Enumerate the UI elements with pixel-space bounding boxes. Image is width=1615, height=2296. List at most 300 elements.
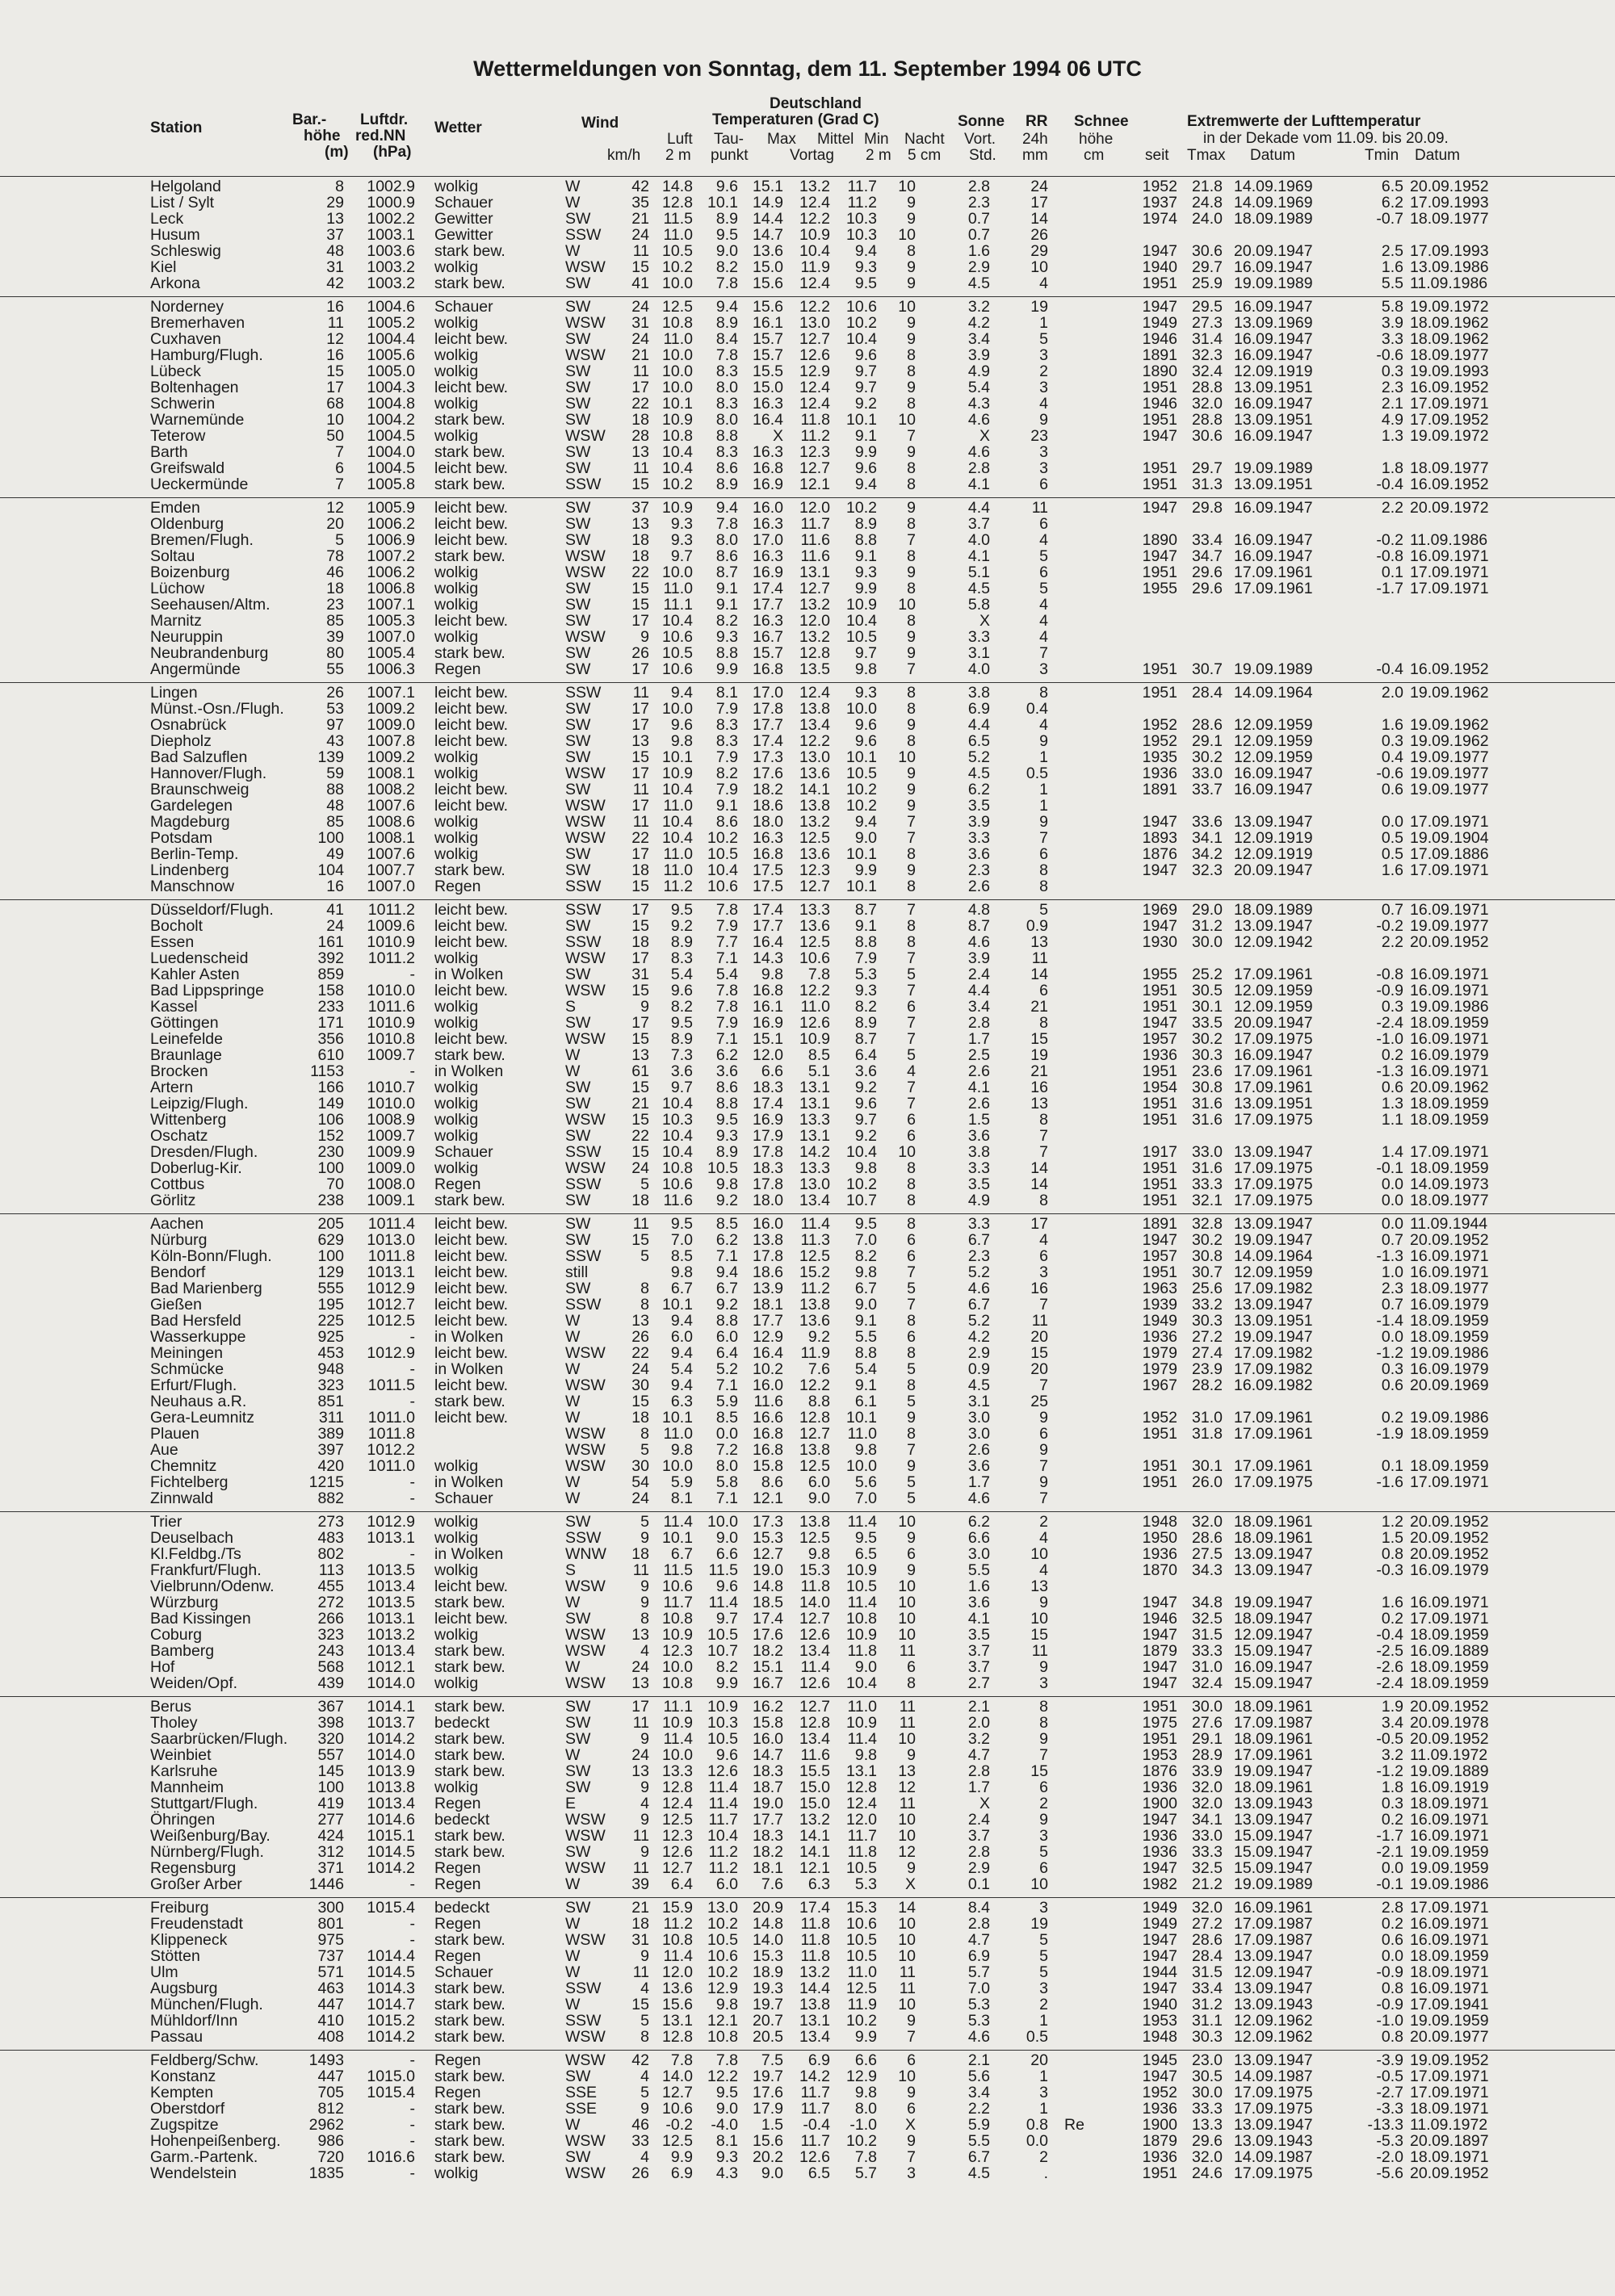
air-temp: 10.2 xyxy=(662,476,693,493)
station-name: Lindenberg xyxy=(150,861,229,879)
wind-speed: 18 xyxy=(631,547,649,565)
wind-direction: W xyxy=(565,1409,581,1427)
record-tmin-date: 18.09.1959 xyxy=(1410,1674,1489,1692)
min-temp: 9.9 xyxy=(854,2028,877,2046)
record-tmax-date: 18.09.1961 xyxy=(1234,1513,1313,1531)
min-temp: 8.7 xyxy=(854,901,877,919)
air-temp: 11.4 xyxy=(663,1947,693,1965)
weather: wolkig xyxy=(434,1079,479,1096)
night-min: 11 xyxy=(899,1963,916,1981)
record-since: 1951 xyxy=(1142,660,1177,678)
precipitation: 4 xyxy=(1039,1231,1048,1249)
barometer-height: 16 xyxy=(326,298,344,316)
pressure: - xyxy=(409,2116,415,2134)
mean-temp: 12.6 xyxy=(799,1014,830,1032)
barometer-height: 7 xyxy=(335,443,344,461)
record-tmin: -2.4 xyxy=(1376,1014,1403,1032)
max-temp: 18.1 xyxy=(753,1296,783,1313)
barometer-height: 68 xyxy=(326,395,344,413)
table-row xyxy=(0,1779,1615,1795)
sunshine: 4.4 xyxy=(967,716,990,734)
sunshine: 0.1 xyxy=(967,1875,990,1893)
wind-speed: 11 xyxy=(632,1963,649,1981)
table-row xyxy=(0,701,1615,717)
night-min: 9 xyxy=(907,499,916,517)
pressure: 1013.8 xyxy=(367,1779,415,1796)
snow-depth: Re xyxy=(1064,2116,1084,2134)
record-since: 1946 xyxy=(1142,395,1177,413)
weather: wolkig xyxy=(434,395,479,413)
dew-point: 7.8 xyxy=(715,274,738,292)
pressure: 1008.1 xyxy=(367,829,415,847)
pressure: 1005.2 xyxy=(367,314,415,332)
pressure: 1005.4 xyxy=(367,644,415,662)
mean-temp: 11.9 xyxy=(800,258,830,276)
record-tmax-date: 19.09.1989 xyxy=(1234,274,1313,292)
record-tmin-date: 19.09.1962 xyxy=(1410,716,1489,734)
wind-direction: WSW xyxy=(565,1030,606,1048)
air-temp: 10.4 xyxy=(662,443,693,461)
pressure: 1009.7 xyxy=(367,1127,415,1145)
barometer-height: 152 xyxy=(317,1127,344,1145)
sunshine: 4.6 xyxy=(967,1489,990,1507)
record-tmax-date: 14.09.1964 xyxy=(1234,684,1313,702)
max-temp: 14.0 xyxy=(753,1931,783,1949)
sunshine: 6.7 xyxy=(967,2148,990,2166)
record-tmax: 25.6 xyxy=(1192,1280,1223,1297)
record-tmax: 31.5 xyxy=(1192,1626,1223,1644)
station-name: Diepholz xyxy=(150,732,212,750)
station-name: Freiburg xyxy=(150,1899,209,1917)
dew-point: 6.6 xyxy=(715,1545,738,1563)
mean-temp: 11.3 xyxy=(800,1231,830,1249)
record-since: 1979 xyxy=(1142,1344,1177,1362)
pressure: 1010.7 xyxy=(367,1079,415,1096)
wind-speed: 8 xyxy=(640,2028,649,2046)
air-temp: 10.6 xyxy=(662,628,693,646)
barometer-height: 53 xyxy=(326,700,344,718)
max-temp: 14.7 xyxy=(753,226,783,244)
record-tmin-date: 19.09.1993 xyxy=(1410,362,1489,380)
min-temp: 11.7 xyxy=(847,178,877,195)
mean-temp: 13.4 xyxy=(799,1730,830,1748)
min-temp: 9.7 xyxy=(854,362,877,380)
record-tmax: 27.4 xyxy=(1192,1344,1223,1362)
max-temp: 16.7 xyxy=(753,628,783,646)
precipitation: 14 xyxy=(1030,210,1048,228)
mean-temp: 13.1 xyxy=(799,1127,830,1145)
record-tmin-date: 19.09.1986 xyxy=(1410,1875,1489,1893)
air-temp: 10.4 xyxy=(662,1143,693,1161)
station-name: Manschnow xyxy=(150,878,235,895)
weather: leicht bew. xyxy=(434,1312,509,1330)
air-temp: 14.0 xyxy=(662,2068,693,2085)
header-tau-b: punkt xyxy=(711,147,749,164)
barometer-height: 85 xyxy=(326,813,344,831)
table-row xyxy=(0,902,1615,918)
night-min: 8 xyxy=(907,684,916,702)
record-since: 1963 xyxy=(1142,1280,1177,1297)
sunshine: 3.7 xyxy=(967,1827,990,1845)
air-temp: 12.8 xyxy=(662,2028,693,2046)
wind-speed: 9 xyxy=(640,1779,649,1796)
min-temp: 10.2 xyxy=(846,314,877,332)
weather: Regen xyxy=(434,2084,481,2101)
night-min: 8 xyxy=(907,362,916,380)
sunshine: 4.7 xyxy=(967,1931,990,1949)
max-temp: 18.0 xyxy=(753,813,783,831)
header-temps: Temperaturen (Grad C) xyxy=(712,111,879,128)
night-min: 9 xyxy=(907,716,916,734)
night-min: 10 xyxy=(898,2068,916,2085)
record-tmax: 27.5 xyxy=(1192,1545,1223,1563)
pressure: 1011.2 xyxy=(367,901,415,919)
dew-point: 8.0 xyxy=(715,379,738,396)
air-temp: 10.9 xyxy=(662,1626,693,1644)
max-temp: 17.8 xyxy=(753,1143,783,1161)
dew-point: 8.2 xyxy=(715,612,738,630)
station-name: Chemnitz xyxy=(150,1457,217,1475)
wind-direction: WSW xyxy=(565,628,606,646)
table-row xyxy=(0,1594,1615,1611)
air-temp: 9.8 xyxy=(670,1441,693,1459)
wind-direction: W xyxy=(565,2116,581,2134)
weather: leicht bew. xyxy=(434,1231,509,1249)
night-min: 7 xyxy=(907,813,916,831)
max-temp: 17.6 xyxy=(753,765,783,782)
station-name: Zugspitze xyxy=(150,2116,219,2134)
precipitation: 0.8 xyxy=(1026,2116,1048,2134)
pressure: 1014.2 xyxy=(367,2028,415,2046)
record-tmax-date: 14.09.1964 xyxy=(1234,1247,1313,1265)
air-temp: 10.0 xyxy=(662,1658,693,1676)
min-temp: 9.3 xyxy=(854,258,877,276)
pressure: 1010.0 xyxy=(367,1095,415,1112)
record-tmin-date: 18.09.1959 xyxy=(1410,1425,1489,1443)
record-tmax-date: 19.09.1989 xyxy=(1234,660,1313,678)
record-since: 1947 xyxy=(1142,861,1177,879)
station-name: Frankfurt/Flugh. xyxy=(150,1561,262,1579)
record-tmin-date: 18.09.1959 xyxy=(1410,1159,1489,1177)
precipitation: 4 xyxy=(1039,395,1048,413)
record-tmax-date: 16.09.1961 xyxy=(1234,1899,1313,1917)
precipitation: . xyxy=(1043,2164,1048,2182)
air-temp: 13.1 xyxy=(662,2012,693,2030)
table-row xyxy=(0,299,1615,315)
dew-point: 12.2 xyxy=(707,2068,738,2085)
sunshine: 2.4 xyxy=(967,966,990,983)
barometer-height: 139 xyxy=(317,748,344,766)
station-name: Bremerhaven xyxy=(150,314,245,332)
weather: Regen xyxy=(434,1795,481,1812)
record-tmax-date: 12.09.1959 xyxy=(1234,1263,1313,1281)
wind-direction: WSW xyxy=(565,2164,606,2182)
night-min: 5 xyxy=(907,966,916,983)
precipitation: 0.5 xyxy=(1026,2028,1048,2046)
weather: stark bew. xyxy=(434,1843,505,1861)
pressure: 1004.8 xyxy=(367,395,415,413)
record-tmin-date: 16.09.1971 xyxy=(1410,982,1489,999)
record-tmax-date: 17.09.1975 xyxy=(1234,1030,1313,1048)
barometer-height: 568 xyxy=(317,1658,344,1676)
record-tmin: -0.3 xyxy=(1376,1561,1403,1579)
precipitation: 10 xyxy=(1030,1610,1048,1628)
night-min: 6 xyxy=(907,1545,916,1563)
station-group xyxy=(0,899,1615,1209)
header-tmax: Tmax xyxy=(1187,147,1226,164)
record-tmin: -0.2 xyxy=(1376,531,1403,549)
precipitation: 20 xyxy=(1030,2051,1048,2069)
air-temp: 10.1 xyxy=(662,1296,693,1313)
dew-point: 9.0 xyxy=(715,1529,738,1547)
night-min: 7 xyxy=(907,1296,916,1313)
weather: Regen xyxy=(434,2051,481,2069)
air-temp: 11.2 xyxy=(663,1915,693,1933)
barometer-height: 55 xyxy=(326,660,344,678)
record-since: 1951 xyxy=(1142,411,1177,429)
header-luft-1: Luftdr. xyxy=(360,111,409,128)
record-tmin-date: 20.09.1962 xyxy=(1410,1079,1489,1096)
min-temp: 11.0 xyxy=(847,1425,877,1443)
min-temp: 10.4 xyxy=(846,612,877,630)
record-since: 1937 xyxy=(1142,194,1177,212)
record-since: 1951 xyxy=(1142,459,1177,477)
record-tmin-date: 17.09.1941 xyxy=(1410,1996,1489,2013)
station-name: Passau xyxy=(150,2028,203,2046)
record-tmax-date: 17.09.1975 xyxy=(1234,1159,1313,1177)
table-row xyxy=(0,1031,1615,1047)
dew-point: 7.1 xyxy=(715,1247,738,1265)
record-tmin-date: 16.09.1919 xyxy=(1410,1779,1489,1796)
header-sonne-3: Std. xyxy=(969,147,996,164)
mean-temp: 6.5 xyxy=(808,2164,830,2182)
record-tmin-date: 20.09.1952 xyxy=(1410,1231,1489,1249)
table-row xyxy=(0,1795,1615,1812)
pressure: 1012.9 xyxy=(367,1513,415,1531)
precipitation: 2 xyxy=(1039,2148,1048,2166)
record-tmin-date: 11.09.1944 xyxy=(1410,1215,1488,1233)
record-tmin-date: 16.09.1979 xyxy=(1410,1046,1489,1064)
barometer-height: 555 xyxy=(317,1280,344,1297)
record-tmin-date: 20.09.1897 xyxy=(1410,2132,1489,2150)
night-min: 8 xyxy=(907,242,916,260)
record-tmax-date: 13.09.1947 xyxy=(1234,917,1313,935)
sunshine: 5.2 xyxy=(967,1263,990,1281)
air-temp: 10.4 xyxy=(662,813,693,831)
table-row xyxy=(0,2084,1615,2101)
record-since: 1955 xyxy=(1142,966,1177,983)
dew-point: 3.6 xyxy=(715,1062,738,1080)
station-name: Bremen/Flugh. xyxy=(150,531,254,549)
pressure: 1015.1 xyxy=(367,1827,415,1845)
header-vortag: Vortag xyxy=(790,147,834,164)
mean-temp: 12.2 xyxy=(799,210,830,228)
wind-speed: 4 xyxy=(640,1642,649,1660)
record-tmin-date: 17.09.1971 xyxy=(1410,1610,1489,1628)
mean-temp: 12.5 xyxy=(799,1247,830,1265)
dew-point: 10.5 xyxy=(707,845,738,863)
min-temp: 10.2 xyxy=(846,2132,877,2150)
air-temp: 9.7 xyxy=(670,547,693,565)
min-temp: 9.7 xyxy=(854,644,877,662)
record-tmin-date: 18.09.1977 xyxy=(1410,459,1489,477)
mean-temp: 10.9 xyxy=(799,1030,830,1048)
wind-speed: 41 xyxy=(631,274,649,292)
record-tmin-date: 17.09.1971 xyxy=(1410,813,1489,831)
max-temp: 17.7 xyxy=(753,1811,783,1829)
station-name: Angermünde xyxy=(150,660,241,678)
min-temp: 9.9 xyxy=(854,443,877,461)
air-temp: 10.8 xyxy=(662,427,693,445)
pressure: 1004.5 xyxy=(367,459,415,477)
sunshine: 4.9 xyxy=(967,1192,990,1209)
wind-direction: SW xyxy=(565,1079,591,1096)
table-row xyxy=(0,1675,1615,1691)
station-name: Großer Arber xyxy=(150,1875,242,1893)
air-temp: 11.5 xyxy=(663,1561,693,1579)
max-temp: 15.3 xyxy=(753,1947,783,1965)
record-tmax: 34.1 xyxy=(1192,829,1223,847)
max-temp: 16.3 xyxy=(753,443,783,461)
pressure: 1015.4 xyxy=(367,1899,415,1917)
mean-temp: 11.7 xyxy=(800,2084,830,2101)
station-name: Lüchow xyxy=(150,580,205,597)
wind-speed: 18 xyxy=(631,411,649,429)
min-temp: 6.7 xyxy=(854,1280,877,1297)
wind-speed: 15 xyxy=(631,982,649,999)
barometer-height: 16 xyxy=(326,878,344,895)
mean-temp: 9.8 xyxy=(808,1545,830,1563)
max-temp: 17.4 xyxy=(753,732,783,750)
precipitation: 3 xyxy=(1039,346,1048,364)
wind-speed: 24 xyxy=(631,226,649,244)
record-since: 1951 xyxy=(1142,1062,1177,1080)
weather: in Wolken xyxy=(434,1360,504,1378)
max-temp: 18.5 xyxy=(753,1594,783,1611)
record-tmax-date: 17.09.1961 xyxy=(1234,1079,1313,1096)
air-temp: 8.9 xyxy=(670,933,693,951)
record-since: 1951 xyxy=(1142,1159,1177,1177)
wind-direction: SW xyxy=(565,748,591,766)
night-min: 6 xyxy=(907,1247,916,1265)
record-tmin: 1.6 xyxy=(1381,716,1403,734)
record-since: 1930 xyxy=(1142,933,1177,951)
air-temp: 9.8 xyxy=(670,1263,693,1281)
record-tmax: 27.6 xyxy=(1192,1714,1223,1732)
air-temp: 10.0 xyxy=(662,700,693,718)
record-tmax: 24.8 xyxy=(1192,194,1223,212)
weather: stark bew. xyxy=(434,1698,505,1716)
sunshine: 3.4 xyxy=(967,330,990,348)
max-temp: 19.7 xyxy=(753,1996,783,2013)
weather: bedeckt xyxy=(434,1811,490,1829)
table-row xyxy=(0,950,1615,966)
dew-point: 8.8 xyxy=(715,427,738,445)
night-min: 7 xyxy=(907,2148,916,2166)
record-tmax: 29.7 xyxy=(1192,459,1223,477)
sunshine: 3.5 xyxy=(967,1175,990,1193)
night-min: 10 xyxy=(898,1577,916,1595)
min-temp: 10.1 xyxy=(846,748,877,766)
barometer-height: 410 xyxy=(317,2012,344,2030)
barometer-height: 85 xyxy=(326,612,344,630)
record-tmax: 32.8 xyxy=(1192,1215,1223,1233)
record-tmax: 28.4 xyxy=(1192,1947,1223,1965)
dew-point: 8.9 xyxy=(715,476,738,493)
min-temp: 8.0 xyxy=(854,2100,877,2118)
min-temp: 12.4 xyxy=(846,1795,877,1812)
wind-speed: 17 xyxy=(631,700,649,718)
min-temp: 9.8 xyxy=(854,1441,877,1459)
pressure: 1013.4 xyxy=(367,1577,415,1595)
table-row xyxy=(0,1659,1615,1675)
record-tmax: 32.4 xyxy=(1192,362,1223,380)
max-temp: 17.4 xyxy=(753,901,783,919)
weather: Gewitter xyxy=(434,226,493,244)
station-name: Fichtelberg xyxy=(150,1473,229,1491)
record-tmin: -3.3 xyxy=(1376,2100,1403,2118)
night-min: 6 xyxy=(907,2051,916,2069)
air-temp: 10.5 xyxy=(662,644,693,662)
max-temp: 17.0 xyxy=(753,531,783,549)
record-tmax-date: 19.09.1947 xyxy=(1234,1328,1313,1346)
pressure: 1015.2 xyxy=(367,2012,415,2030)
station-name: Berlin-Temp. xyxy=(150,845,239,863)
max-temp: 17.9 xyxy=(753,1127,783,1145)
wind-speed: 24 xyxy=(631,298,649,316)
mean-temp: 11.4 xyxy=(800,1215,830,1233)
record-since: 1947 xyxy=(1142,813,1177,831)
sunshine: 2.3 xyxy=(967,1247,990,1265)
weather: wolkig xyxy=(434,1513,479,1531)
max-temp: 16.3 xyxy=(753,547,783,565)
min-temp: 8.2 xyxy=(854,1247,877,1265)
night-min: 7 xyxy=(907,1441,916,1459)
record-tmin-date: 20.09.1952 xyxy=(1410,1545,1489,1563)
night-min: 10 xyxy=(898,298,916,316)
night-min: 10 xyxy=(898,1996,916,2013)
dew-point: 9.1 xyxy=(715,596,738,614)
record-since: 1900 xyxy=(1142,2116,1177,2134)
night-min: 9 xyxy=(907,258,916,276)
precipitation: 23 xyxy=(1030,427,1048,445)
mean-temp: 14.2 xyxy=(799,1143,830,1161)
wind-direction: WSW xyxy=(565,1457,606,1475)
pressure: 1006.2 xyxy=(367,564,415,581)
air-temp: 6.9 xyxy=(670,2164,693,2182)
station-name: Berus xyxy=(150,1698,191,1716)
wind-direction: WSW xyxy=(565,1827,606,1845)
record-tmin-date: 18.09.1962 xyxy=(1410,314,1489,332)
weather: stark bew. xyxy=(434,1192,505,1209)
record-tmin-date: 18.09.1977 xyxy=(1410,1280,1489,1297)
precipitation: 16 xyxy=(1030,1079,1048,1096)
mean-temp: 10.4 xyxy=(799,242,830,260)
mean-temp: 13.4 xyxy=(799,1192,830,1209)
record-tmax-date: 13.09.1947 xyxy=(1234,1143,1313,1161)
dew-point: 8.7 xyxy=(715,564,738,581)
dew-point: 9.5 xyxy=(715,2084,738,2101)
record-tmin: 1.8 xyxy=(1381,459,1403,477)
record-tmax: 33.5 xyxy=(1192,1014,1223,1032)
barometer-height: 629 xyxy=(317,1231,344,1249)
record-tmin-date: 16.09.1979 xyxy=(1410,1561,1489,1579)
mean-temp: 12.7 xyxy=(799,1610,830,1628)
record-tmax-date: 17.09.1961 xyxy=(1234,1457,1313,1475)
wind-direction: W xyxy=(565,242,581,260)
station-name: Wittenberg xyxy=(150,1111,227,1129)
wind-direction: SW xyxy=(565,1843,591,1861)
